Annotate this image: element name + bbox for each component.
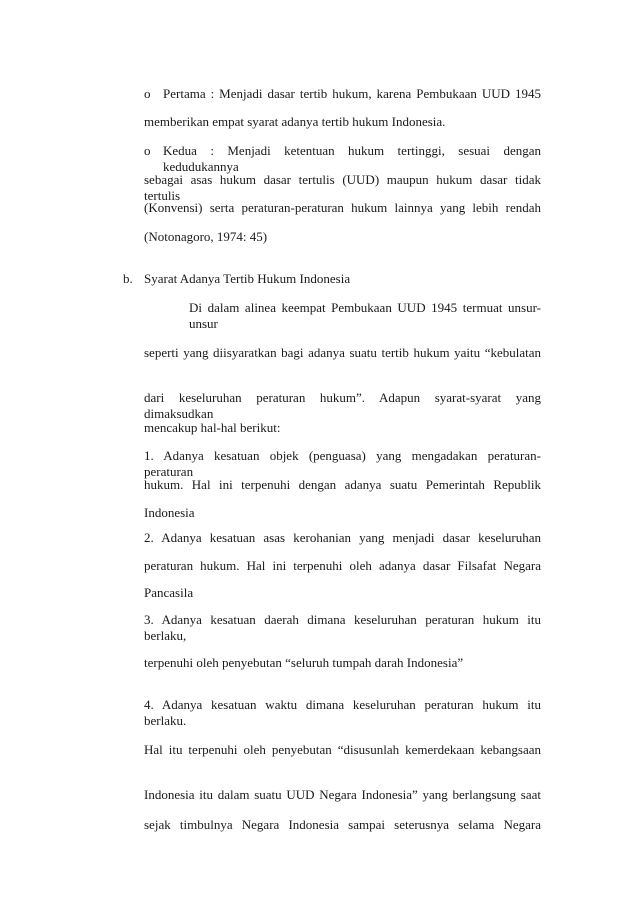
text-line: hukum. Hal ini terpenuhi dengan adanya suatu Pemerintah Republik (144, 477, 541, 492)
text-line: Indonesia itu dalam suatu UUD Negara Indonesia” yang berlangsung saat (144, 787, 541, 802)
bullet-marker: o (144, 86, 151, 101)
text-line: Hal itu terpenuhi oleh penyebutan “disusunlah kemerdekaan kebangsaan (144, 742, 541, 757)
text-line: sebagai asas hukum dasar tertulis (UUD) maupun hukum dasar tidak tertulis (144, 172, 541, 203)
text-line: Pertama : Menjadi dasar tertib hukum, karena Pembukaan UUD 1945 (163, 86, 541, 101)
text-line: mencakup hal-hal berikut: (144, 420, 281, 435)
text-line: peraturan hukum. Hal ini terpenuhi oleh adanya dasar Filsafat Negara (144, 558, 541, 573)
text-line: (Konvensi) serta peraturan-peraturan hukum lainnya yang lebih rendah (144, 200, 541, 215)
text-line: Kedua : Menjadi ketentuan hukum tertinggi, sesuai dengan kedudukannya (163, 143, 541, 174)
text-line: 1. Adanya kesatuan objek (penguasa) yang mengadakan peraturan-peraturan (144, 448, 541, 479)
text-line: dari keseluruhan peraturan hukum”. Adapun syarat-syarat yang dimaksudkan (144, 390, 541, 421)
text-line: terpenuhi oleh penyebutan “seluruh tumpah darah Indonesia” (144, 655, 464, 670)
text-line: Pancasila (144, 585, 194, 600)
section-heading: Syarat Adanya Tertib Hukum Indonesia (144, 271, 351, 286)
text-line: memberikan empat syarat adanya tertib hukum Indonesia. (144, 114, 446, 129)
text-line: 3. Adanya kesatuan daerah dimana keseluruhan peraturan hukum itu berlaku, (144, 612, 541, 643)
section-label: b. (123, 271, 133, 286)
text-line: seperti yang diisyaratkan bagi adanya suatu tertib hukum yaitu “kebulatan (144, 345, 541, 360)
bullet-marker: o (144, 143, 151, 158)
text-line: 2. Adanya kesatuan asas kerohanian yang menjadi dasar keseluruhan (144, 530, 541, 545)
text-line: 4. Adanya kesatuan waktu dimana keseluruhan peraturan hukum itu berlaku. (144, 697, 541, 728)
text-line: sejak timbulnya Negara Indonesia sampai seterusnya selama Negara (144, 817, 541, 832)
text-line: Indonesia (144, 505, 195, 520)
text-line: (Notonagoro, 1974: 45) (144, 229, 268, 244)
text-line: Di dalam alinea keempat Pembukaan UUD 1945 termuat unsur-unsur (189, 300, 541, 331)
